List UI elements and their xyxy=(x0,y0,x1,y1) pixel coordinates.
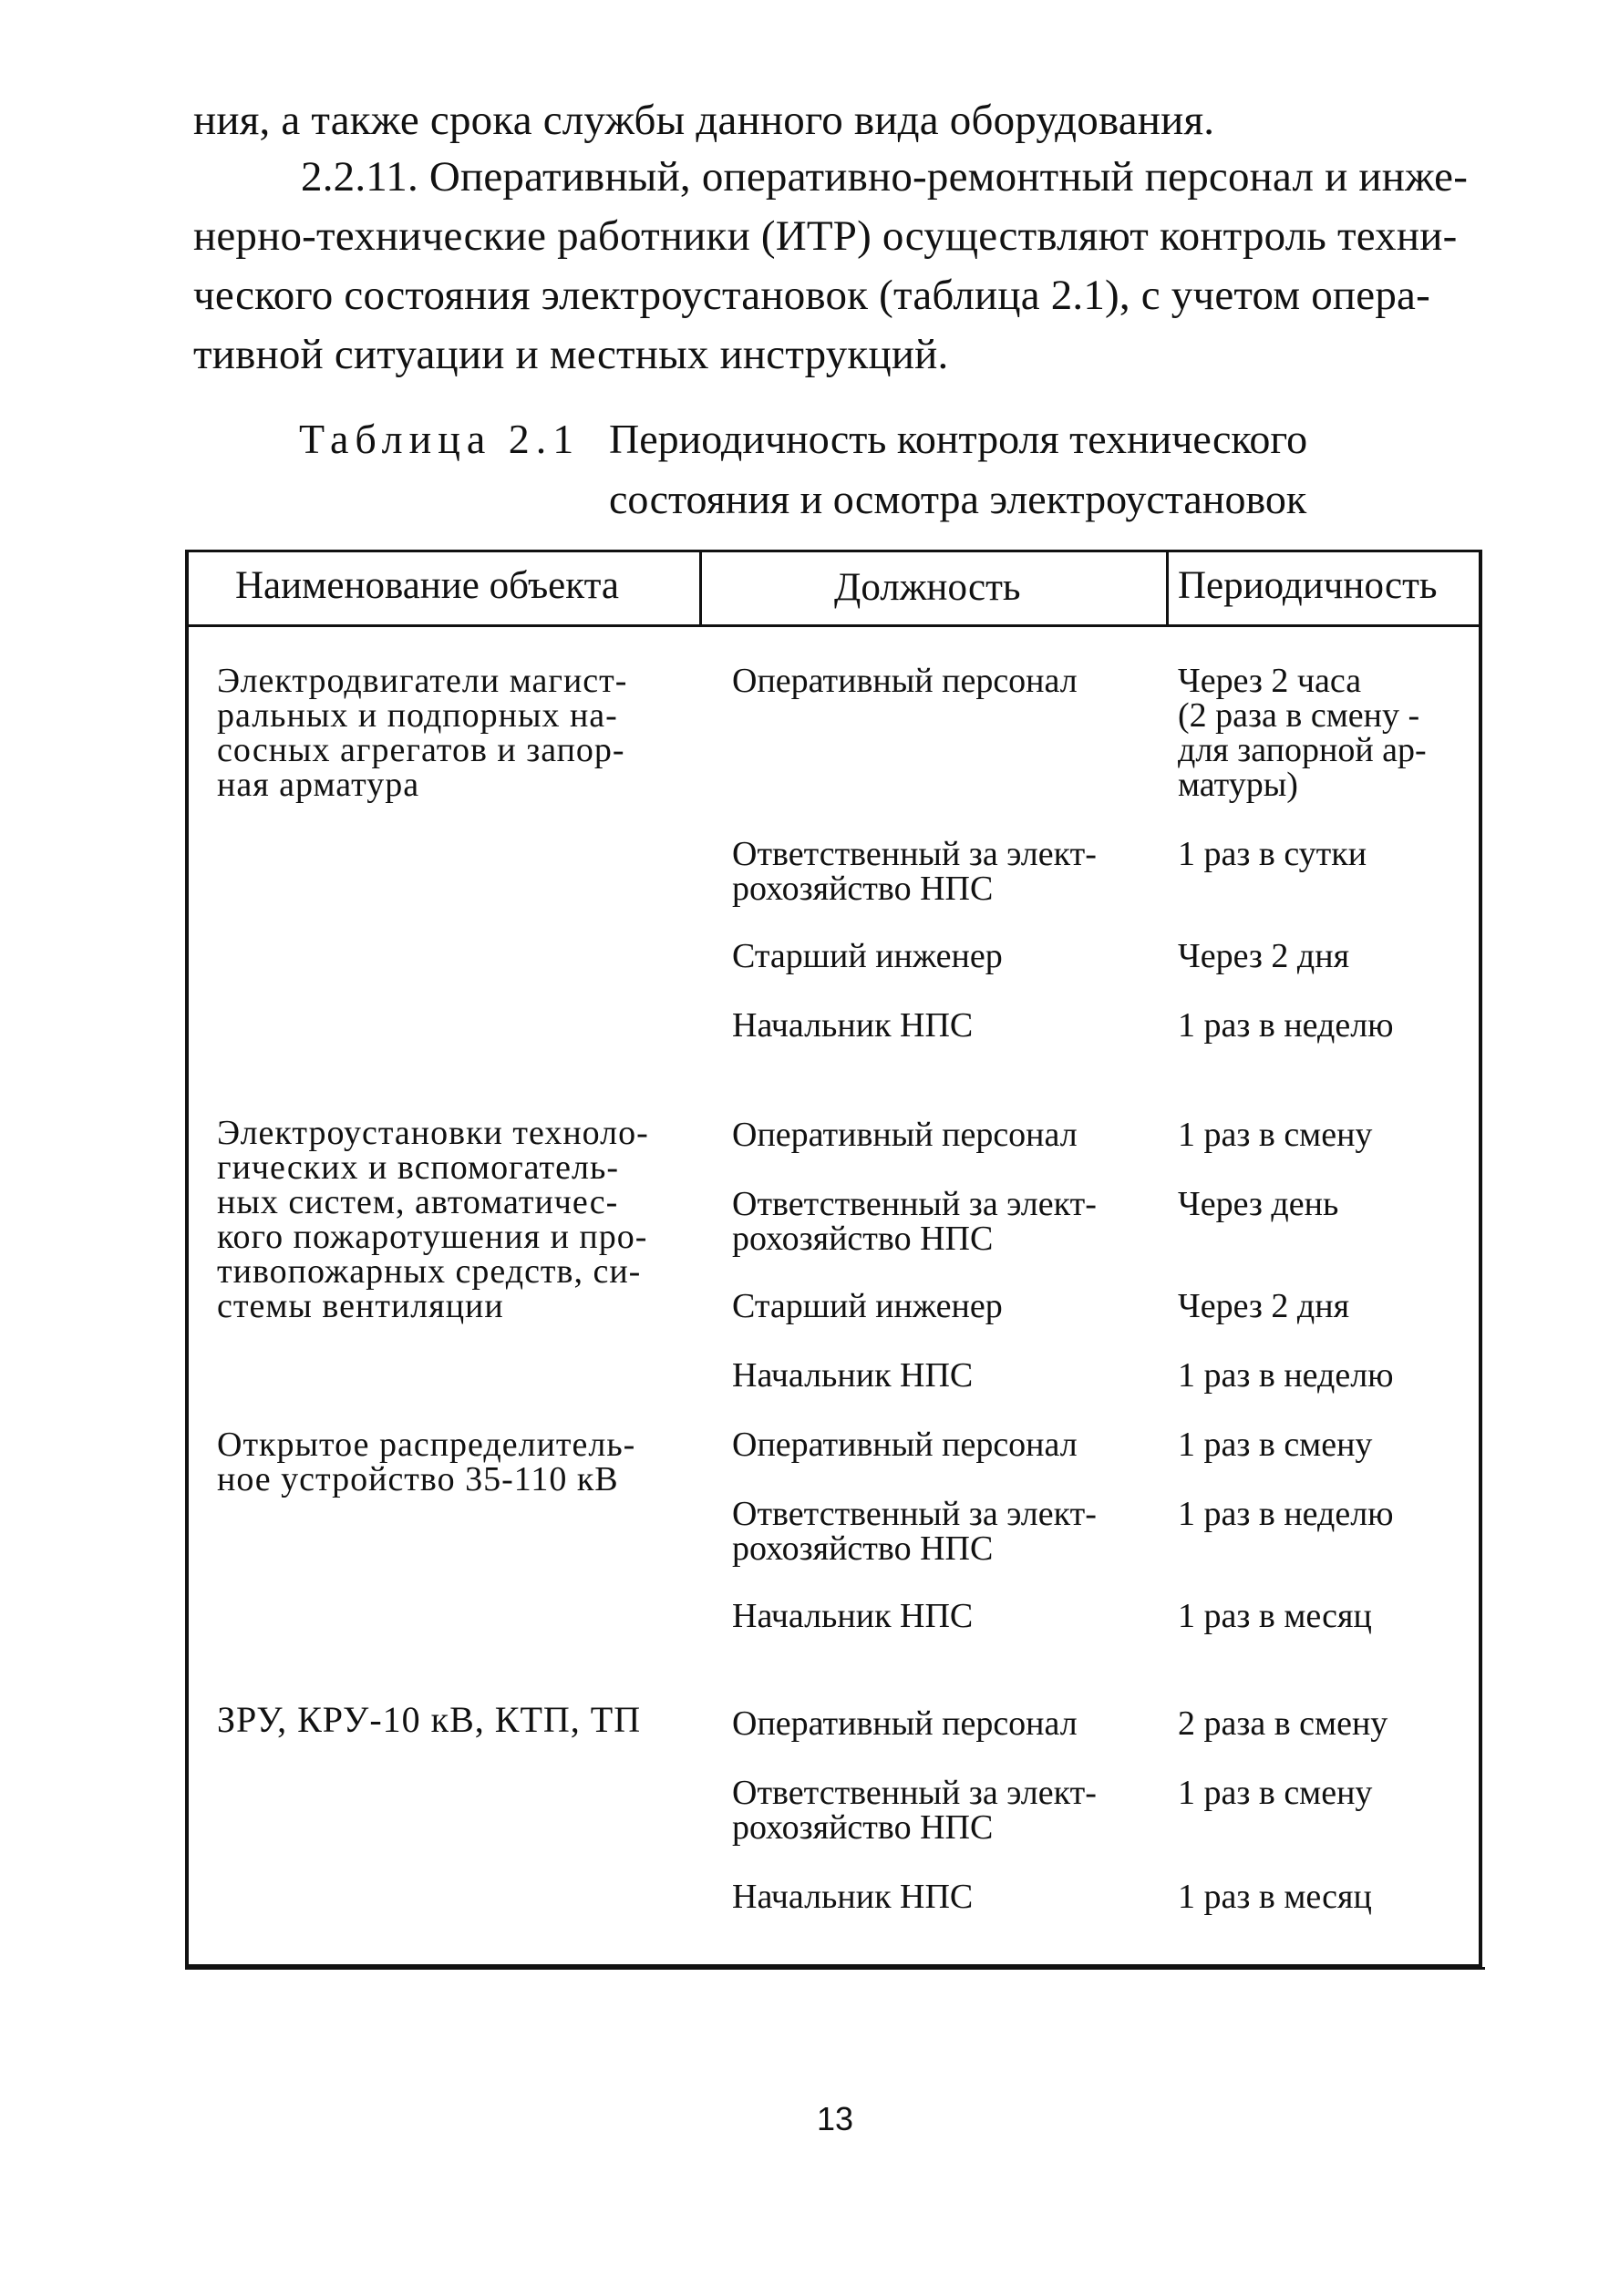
header-divider xyxy=(1166,550,1169,626)
intro-paragraph-line: нерно-технические работники (ИТР) осуществляют контроль техни- xyxy=(193,212,1458,260)
header-position: Должность xyxy=(834,566,1021,609)
table-bottom-rule xyxy=(185,1967,1485,1970)
object-cell: Открытое распределитель- ное устройство 35-110 кВ xyxy=(217,1426,636,1498)
period-cell: 2 раза в смену xyxy=(1178,1704,1388,1743)
position-cell: Оперативный персонал xyxy=(732,1116,1078,1154)
period-cell: 1 раз в неделю xyxy=(1178,1356,1394,1395)
period-cell: 1 раз в месяц xyxy=(1178,1597,1372,1635)
period-cell: 1 раз в неделю xyxy=(1178,1006,1394,1045)
position-cell: Начальник НПС xyxy=(732,1356,974,1395)
header-period: Периодичность xyxy=(1178,564,1438,607)
intro-paragraph-line: 2.2.11. Оперативный, оперативно-ремонтный персонал и инже- xyxy=(301,153,1469,201)
period-cell: Через 2 часа (2 раза в смену - для запорной ар- матуры) xyxy=(1178,662,1427,804)
position-cell: Оперативный персонал xyxy=(732,1426,1078,1464)
position-cell: Ответственный за элект- рохозяйство НПС xyxy=(732,835,1097,908)
period-cell: Через 2 дня xyxy=(1178,1287,1350,1325)
position-cell: Старший инженер xyxy=(732,1287,1003,1325)
header-object: Наименование объекта xyxy=(235,564,619,607)
period-cell: Через день xyxy=(1178,1185,1339,1223)
position-cell: Ответственный за элект- рохозяйство НПС xyxy=(732,1774,1097,1847)
position-cell: Оперативный персонал xyxy=(732,662,1078,700)
period-cell: 1 раз в смену xyxy=(1178,1426,1373,1464)
table-caption-label: Таблица 2.1 xyxy=(299,416,581,462)
position-cell: Ответственный за элект- рохозяйство НПС xyxy=(732,1495,1097,1568)
page-number: 13 xyxy=(817,2100,854,2137)
intro-paragraph xyxy=(193,148,1479,385)
period-cell: 1 раз в месяц xyxy=(1178,1878,1372,1916)
object-cell: ЗРУ, КРУ-10 кВ, КТП, ТП xyxy=(217,1699,642,1740)
period-cell: 1 раз в неделю xyxy=(1178,1495,1394,1533)
object-cell: Электроустановки техноло- гических и вспомогатель- ных систем, автоматичес- кого пожаротушения и про- тивопожарных средств, си- стемы вентиляции xyxy=(217,1114,649,1325)
period-cell: 1 раз в смену xyxy=(1178,1774,1373,1812)
intro-paragraph-line: ческого состояния электроустановок (таблица 2.1), с учетом опера- xyxy=(193,272,1430,319)
period-cell: 1 раз в смену xyxy=(1178,1116,1373,1154)
position-cell: Начальник НПС xyxy=(732,1878,974,1916)
header-bottom-rule xyxy=(185,624,1482,627)
position-cell: Начальник НПС xyxy=(732,1597,974,1635)
object-cell: Электродвигатели магист- ральных и подпорных на- сосных агрегатов и запор- ная арматура xyxy=(217,662,628,804)
position-cell: Начальник НПС xyxy=(732,1006,974,1045)
position-cell: Старший инженер xyxy=(732,937,1003,975)
position-cell: Ответственный за элект- рохозяйство НПС xyxy=(732,1185,1097,1258)
period-cell: Через 2 дня xyxy=(1178,937,1350,975)
intro-paragraph-line: тивной ситуации и местных инструкций. xyxy=(193,331,949,378)
position-cell: Оперативный персонал xyxy=(732,1704,1078,1743)
table-caption-title-line-2: состояния и осмотра электроустановок xyxy=(609,476,1307,522)
intro-line-1: ния, а также срока службы данного вида оборудования. xyxy=(193,97,1215,144)
table-caption-title-line-1: Периодичность контроля технического xyxy=(609,416,1308,462)
period-cell: 1 раз в сутки xyxy=(1178,835,1367,873)
header-divider xyxy=(699,550,702,626)
